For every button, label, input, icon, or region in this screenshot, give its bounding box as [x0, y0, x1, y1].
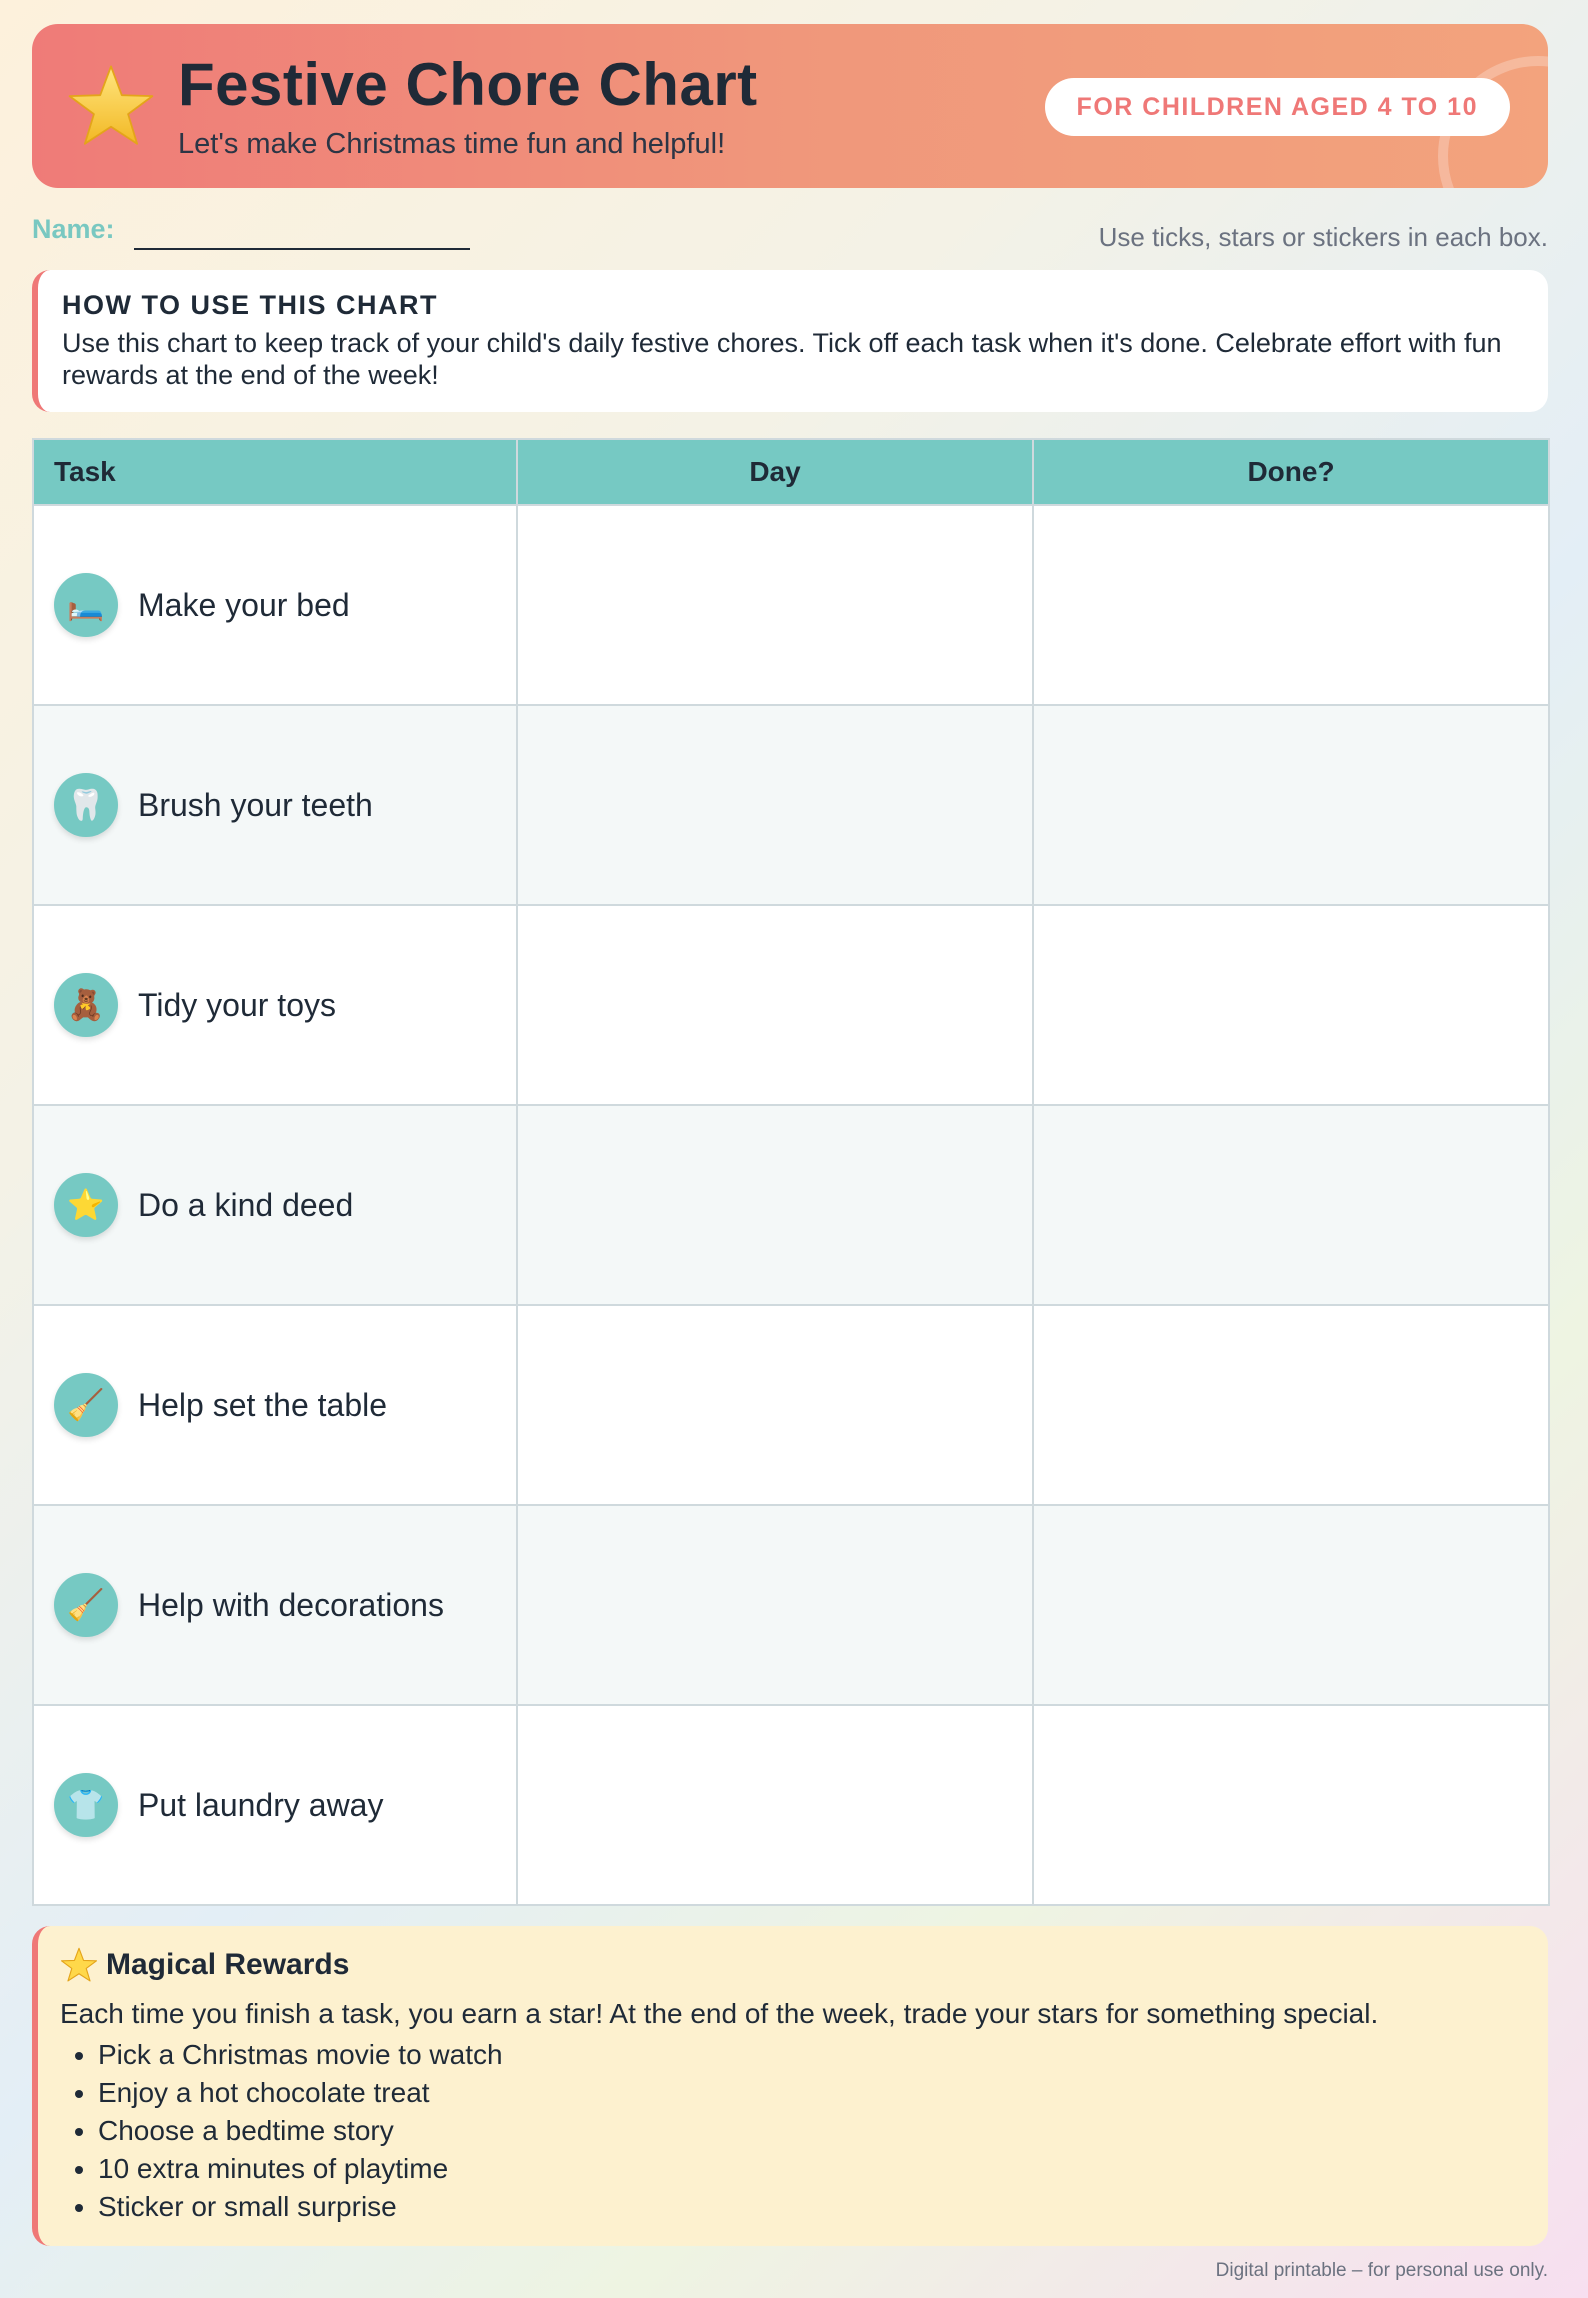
- tooth-icon: 🦷: [54, 773, 118, 837]
- day-cell[interactable]: [517, 505, 1033, 705]
- chore-table: [32, 438, 1550, 1906]
- task-label: Put laundry away: [138, 1786, 384, 1823]
- done-cell[interactable]: [1033, 505, 1549, 705]
- task-cell: [34, 1573, 516, 1637]
- done-cell[interactable]: [1033, 1305, 1549, 1505]
- rewards-intro: Each time you finish a task, you earn a star! At the end of the week, trade your stars for something special.: [60, 1998, 1379, 2029]
- task-cell: [34, 1373, 516, 1437]
- task-label: Brush your teeth: [138, 786, 373, 823]
- day-cell[interactable]: [517, 1505, 1033, 1705]
- name-row: [32, 188, 1548, 264]
- done-cell[interactable]: [1033, 905, 1549, 1105]
- day-cell[interactable]: [517, 1105, 1033, 1305]
- page-subtitle: Let's make Christmas time fun and helpful!: [178, 127, 726, 160]
- table-row: [33, 905, 1549, 1105]
- bed-icon: 🛏️: [54, 573, 118, 637]
- instructions-heading: HOW TO USE THIS CHART: [62, 290, 439, 320]
- rewards-heading: Magical Rewards: [106, 1948, 350, 1981]
- day-cell[interactable]: [517, 1305, 1033, 1505]
- instructions-box: [32, 270, 1548, 412]
- task-cell: [34, 1773, 516, 1837]
- day-cell[interactable]: [517, 705, 1033, 905]
- task-label: Tidy your toys: [138, 986, 336, 1023]
- done-cell[interactable]: [1033, 1705, 1549, 1905]
- shirt-icon: 👕: [54, 1773, 118, 1837]
- rewards-list: [60, 2036, 1524, 2226]
- broom-icon: 🧹: [54, 1373, 118, 1437]
- list-item: • Pick a Christmas movie to watch: [98, 2036, 1524, 2074]
- name-label: Name:: [32, 214, 115, 244]
- task-cell: [34, 573, 516, 637]
- table-row: [33, 1705, 1549, 1905]
- page-title: Festive Chore Chart: [178, 50, 758, 118]
- title-block: [178, 52, 758, 161]
- done-cell[interactable]: [1033, 1105, 1549, 1305]
- age-badge: FOR CHILDREN AGED 4 TO 10: [1045, 78, 1510, 136]
- instructions-text: Use this chart to keep track of your child's daily festive chores. Tick off each task when it's done. Celebrate effort with fun rewards at the end of the week!: [62, 328, 1502, 390]
- day-cell[interactable]: [517, 905, 1033, 1105]
- rewards-header: [60, 1946, 1524, 1984]
- task-label: Do a kind deed: [138, 1186, 354, 1223]
- table-row: [33, 705, 1549, 905]
- task-cell: [34, 973, 516, 1037]
- rewards-box: [32, 1926, 1548, 2246]
- table-header-row: [33, 439, 1549, 505]
- table-row: [33, 505, 1549, 705]
- table-row: [33, 1305, 1549, 1505]
- table-row: [33, 1505, 1549, 1705]
- star-icon: ⭐: [54, 1173, 118, 1237]
- task-label: Help with decorations: [138, 1586, 444, 1623]
- done-cell[interactable]: [1033, 705, 1549, 905]
- chore-chart-page: [32, 24, 1548, 2246]
- footer-note: Digital printable – for personal use only.: [1215, 2260, 1548, 2281]
- star-icon: [60, 1946, 98, 1984]
- task-cell: [34, 773, 516, 837]
- header-banner: [32, 24, 1548, 188]
- column-header-day: Day: [517, 439, 1033, 505]
- name-field[interactable]: [134, 248, 470, 250]
- task-label: Make your bed: [138, 586, 350, 623]
- day-cell[interactable]: [517, 1705, 1033, 1905]
- list-item: • Choose a bedtime story: [98, 2112, 1524, 2150]
- column-header-done: Done?: [1033, 439, 1549, 505]
- broom-icon: 🧹: [54, 1573, 118, 1637]
- list-item: • Enjoy a hot chocolate treat: [98, 2074, 1524, 2112]
- task-cell: [34, 1173, 516, 1237]
- column-header-task: Task: [33, 439, 517, 505]
- list-item: • Sticker or small surprise: [98, 2188, 1524, 2226]
- done-cell[interactable]: [1033, 1505, 1549, 1705]
- list-item: • 10 extra minutes of playtime: [98, 2150, 1524, 2188]
- teddy-bear-icon: 🧸: [54, 973, 118, 1037]
- star-icon: [66, 61, 156, 151]
- table-row: [33, 1105, 1549, 1305]
- usage-hint: Use ticks, stars or stickers in each box.: [1098, 222, 1548, 252]
- task-label: Help set the table: [138, 1386, 388, 1423]
